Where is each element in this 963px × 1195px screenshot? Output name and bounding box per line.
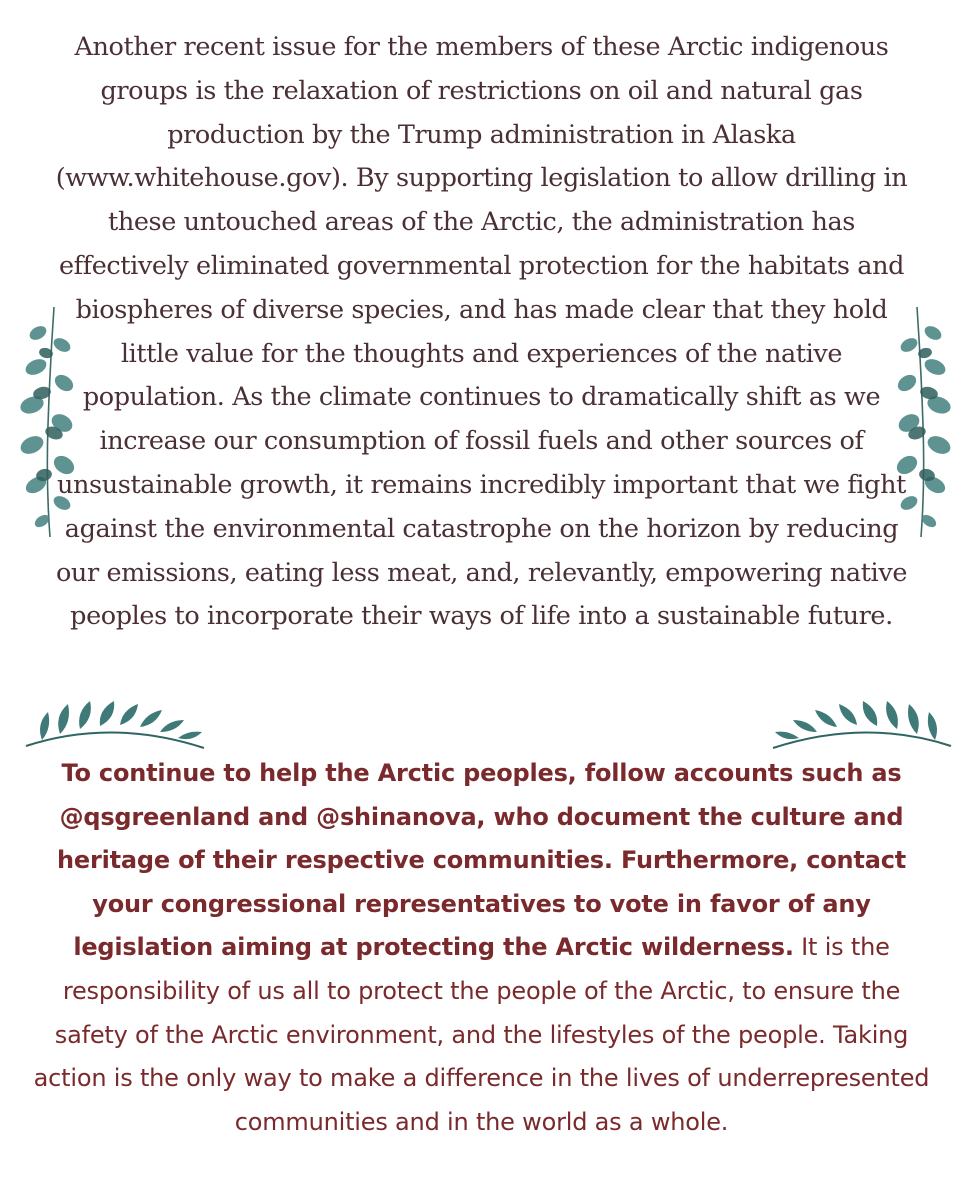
left-fern-branch-icon xyxy=(22,698,207,752)
call-to-action-bold-text: To continue to help the Arctic peoples, follow accounts such as @qsgreenland and @shinanova, who document the culture and heritage of their respective communities. Furthermore, contact your congressional representatives to vote in favor of any legislation aiming at protecting the Arctic wilderness. xyxy=(56,759,906,962)
call-to-action-regular-text: It is the responsibility of us all to protect the people of the Arctic, to ensure the safety of the Arctic environment, and the lifestyles of the people. Taking action is the only way to make a difference in the lives of underrepresented communities and in the world as a whole. xyxy=(33,933,930,1136)
call-to-action-paragraph xyxy=(30,752,933,1144)
right-fern-branch-icon xyxy=(770,698,955,752)
body-paragraph-arctic-drilling: Another recent issue for the members of these Arctic indigenous groups is the relaxation of restrictions on oil and natural gas production by the Trump administration in Alaska (www.whitehouse.gov). By supporting legislation to allow drilling in these untouched areas of the Arctic, the administration has effectively eliminated governmental protection for the habitats and biospheres of diverse species, and has made clear that they hold little value for the thoughts and experiences of the native population. As the climate continues to dramatically shift as we increase our consumption of fossil fuels and other sources of unsustainable growth, it remains incredibly important that we fight against the environmental catastrophe on the horizon by reducing our emissions, eating less meat, and, relevantly, empowering native peoples to incorporate their ways of life into a sustainable future. xyxy=(55,32,908,632)
